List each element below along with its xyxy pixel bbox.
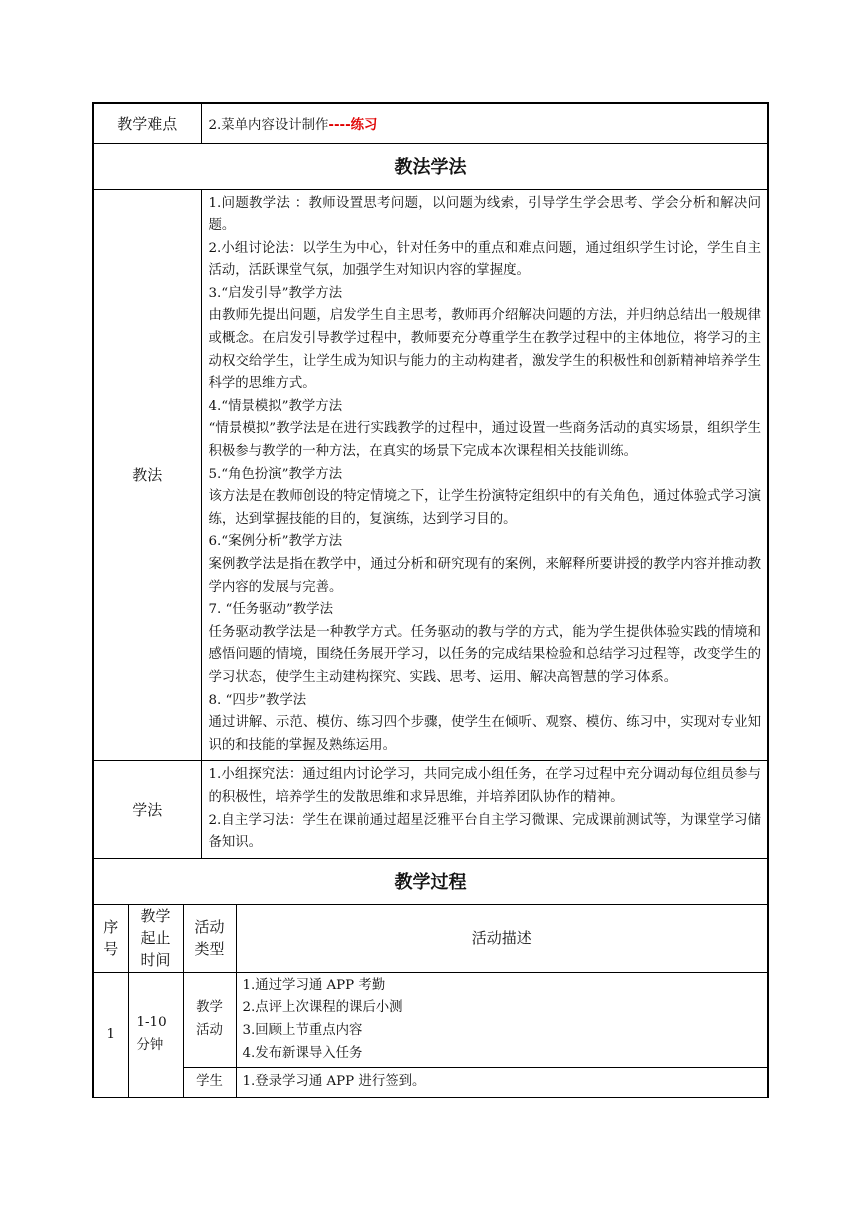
difficulty-value-highlight: ----练习 [328,117,378,133]
teaching-method-line: 3.“启发引导”教学方法 [208,285,343,301]
methods-table [92,102,769,905]
process-section-row [93,858,768,904]
process-header-row [93,904,768,972]
learning-method-line: 1.小组探究法：通过组内讨论学习，共同完成小组任务，在学习过程中充分调动每位组员参与的积极性，培养学生的发散思维和求异思维，并培养团队协作的精神。 [208,767,761,805]
teaching-method-line: 4.“情景模拟”教学方法 [208,398,343,414]
teaching-method-line: 8. “四步”教学法 [208,692,307,708]
learning-method-line: 2.自主学习法：学生在课前通过超星泛雅平台自主学习微课、完成课前测试等，为课堂学习储备知识。 [208,812,761,851]
list-item: 1.通过学习通 APP 考勤 [242,977,386,993]
row-time: 1-10分钟 [128,972,183,1097]
learning-methods-row [93,761,768,858]
teaching-method-line: 5.“角色扮演”教学方法 [208,466,343,482]
learning-methods-content [201,761,768,858]
list-item: 1.登录学习通 APP 进行签到。 [242,1074,426,1090]
list-item: 3.回顾上节重点内容 [242,1022,363,1038]
header-time: 教学起止时间 [128,904,183,972]
difficulty-value-text: 2.菜单内容设计制作 [208,117,329,133]
header-type: 活动类型 [183,904,236,972]
teaching-methods-content [201,189,768,761]
learning-methods-label: 学法 [93,761,201,858]
teaching-method-line: 案例教学法是指在教学中，通过分析和研究现有的案例，来解释所要讲授的教学内容并推动教学内容的发展与完善。 [208,557,761,595]
header-seq: 序号 [93,904,128,972]
teaching-method-line: 6.“案例分析”教学方法 [208,534,343,550]
teaching-methods-row [93,189,768,761]
list-item: 2.点评上次课程的课后小测 [242,1000,403,1016]
lesson-plan-table [92,102,769,1098]
process-row-1 [93,972,768,1067]
teaching-method-line: 由教师先提出问题，启发学生自主思考，教师再介绍解决问题的方法，并归纳总结出一般规律或概念。在启发引导教学过程中，教师要充分尊重学生在教学过程中的主体地位，将学习的主动权交给学生，让学生成为知识与能力的主动构建者，激发学生的积极性和创新精神培养学生科学的思维方式。 [208,308,761,392]
row-items [236,972,768,1067]
teaching-method-line: 通过讲解、示范、模仿、练习四个步骤，使学生在倾听、观察、模仿、练习中，实现对专业知识的和技能的掌握及熟练运用。 [208,715,761,753]
teaching-method-line: 该方法是在教师创设的特定情境之下，让学生扮演特定组织中的有关角色，通过体验式学习演练，达到掌握技能的目的，复演练，达到学习目的。 [208,489,761,527]
header-desc: 活动描述 [236,904,768,972]
row-type: 学生 [183,1068,236,1098]
row-items [236,1068,768,1098]
teaching-methods-label: 教法 [93,189,201,761]
teaching-method-line: 任务驱动教学法是一种教学方式。任务驱动的教与学的方式，能为学生提供体验实践的情境和感悟问题的情境，围绕任务展开学习，以任务的完成结果检验和总结学习过程等，改变学生的学习状态，使学生主动建构探究、实践、思考、运用、解决高智慧的学习体系。 [208,624,761,685]
teaching-method-line: “情景模拟”教学法是在进行实践教学的过程中，通过设置一些商务活动的真实场景，组织学生积极参与教学的一种方法，在真实的场景下完成本次课程相关技能训练。 [208,421,761,460]
teaching-method-line: 2.小组讨论法：以学生为中心，针对任务中的重点和难点问题，通过组织学生讨论，学生自主活动，活跃课堂气氛，加强学生对知识内容的掌握度。 [208,240,761,279]
process-table [92,904,769,1098]
teaching-method-line: 1.问题教学法 ：教师设置思考问题，以问题为线索，引导学生学会思考、学会分析和解决问题。 [208,195,761,234]
difficulty-value [201,103,768,143]
list-item: 4.发布新课导入任务 [242,1045,363,1061]
methods-section-row [93,143,768,189]
teaching-method-line: 7. “任务驱动”教学法 [208,602,333,618]
difficulty-label: 教学难点 [93,103,201,143]
difficulty-row [93,103,768,143]
process-row-2 [93,1068,768,1098]
row-seq: 1 [93,972,128,1097]
process-section-title: 教学过程 [93,858,768,904]
row-type: 教学活动 [183,972,236,1067]
methods-section-title: 教法学法 [93,143,768,189]
